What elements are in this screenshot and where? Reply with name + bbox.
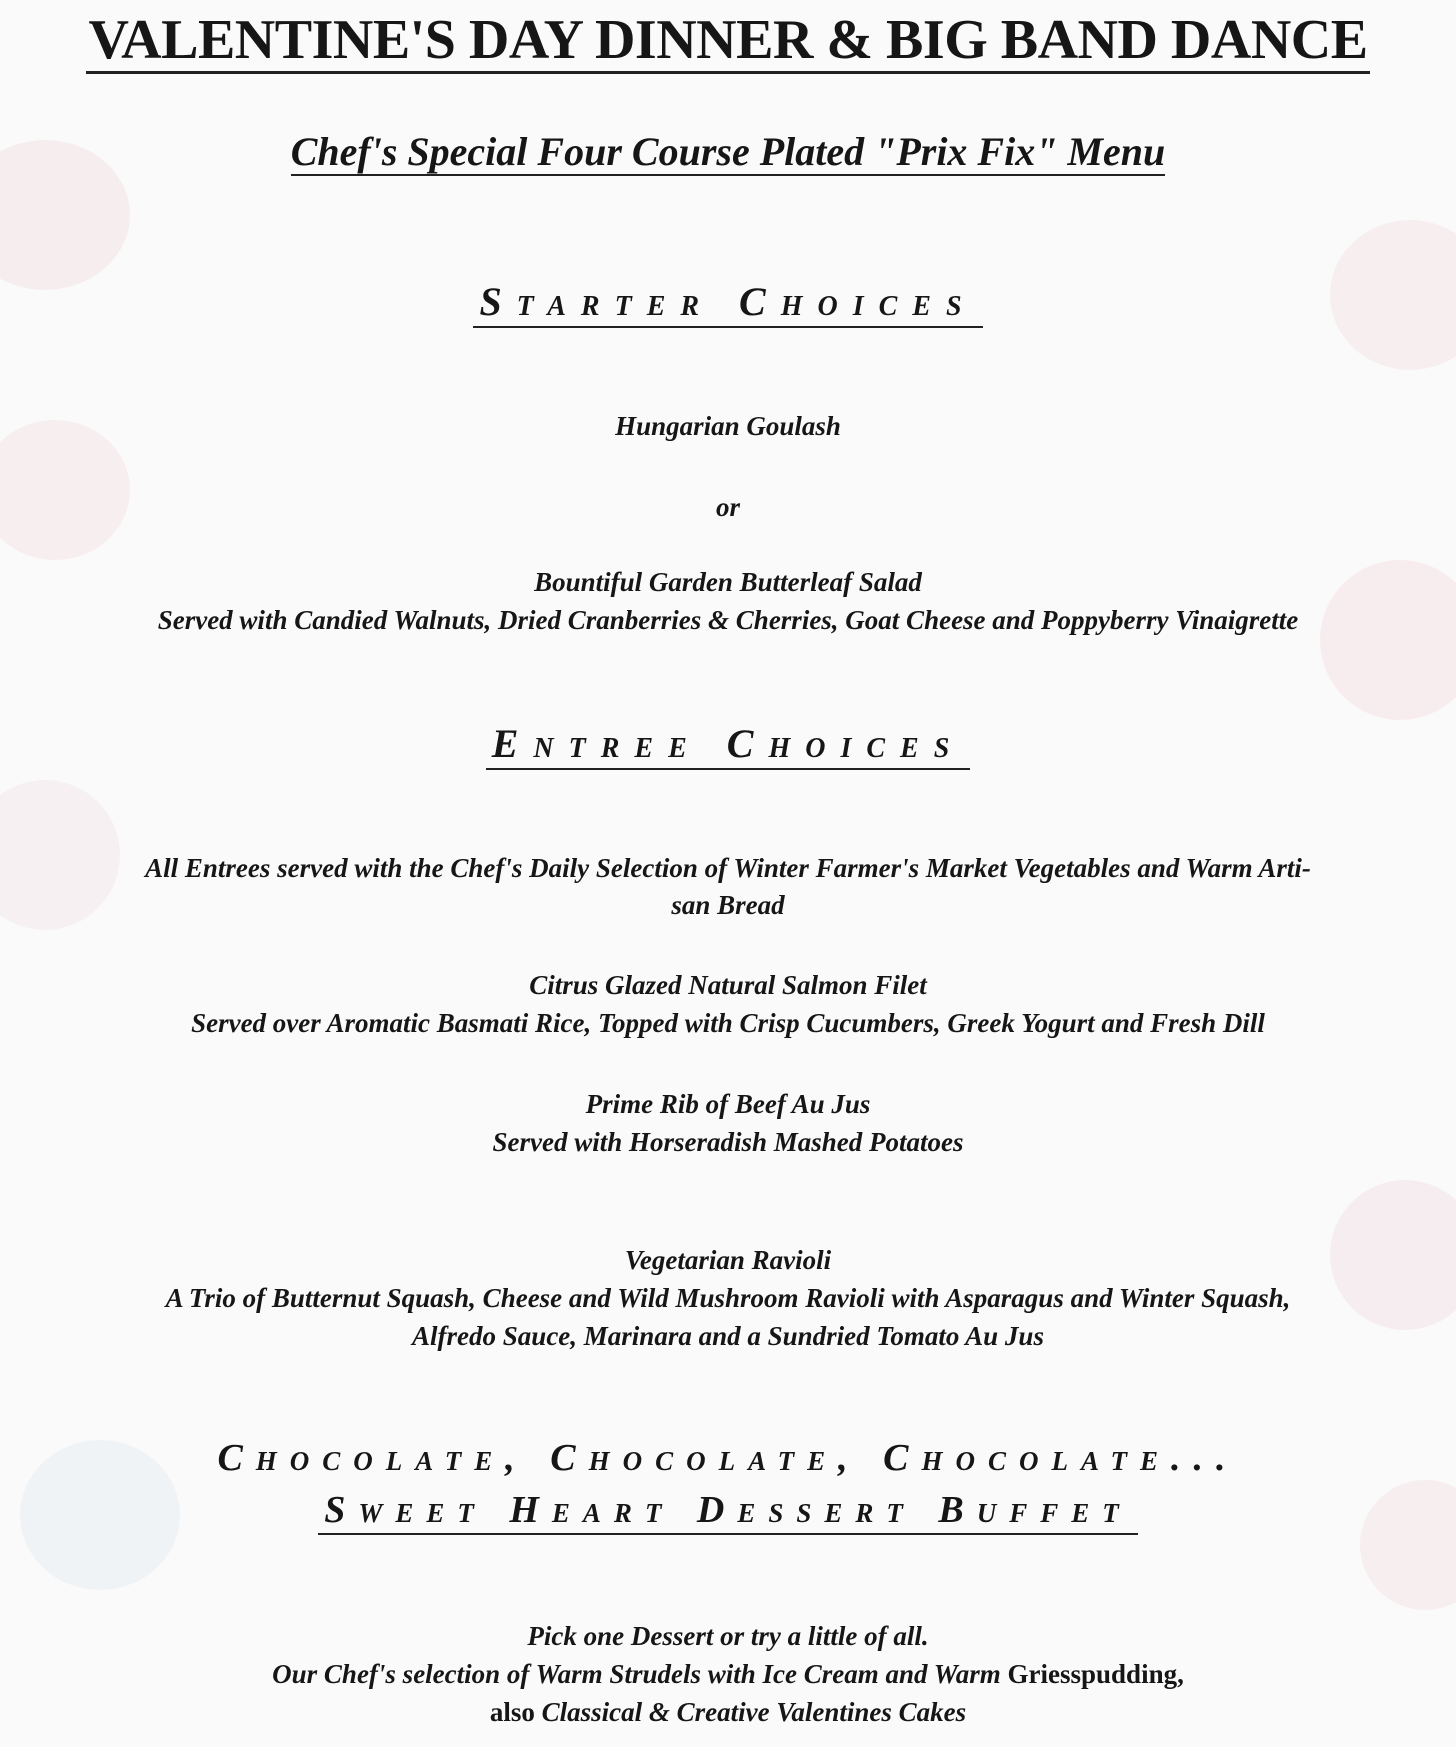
starter-item-salad-desc: Served with Candied Walnuts, Dried Cranberries & Cherries, Goat Cheese and Poppyberry Vinaigrette xyxy=(157,605,1299,635)
dessert-line-1: Pick one Dessert or try a little of all. xyxy=(527,1621,929,1651)
entree-item-rib: Prime Rib of Beef Au Jus xyxy=(585,1089,871,1119)
entree-item-ravioli: Vegetarian Ravioli xyxy=(624,1245,832,1275)
starter-or: or xyxy=(715,492,740,522)
dessert-heading-buffet: Sweet Heart Dessert Buffet xyxy=(0,1488,1456,1532)
page-title: VALENTINE'S DAY DINNER & BIG BAND DANCE xyxy=(0,8,1456,72)
entree-item-ravioli-desc1: A Trio of Butternut Squash, Cheese and Wild Mushroom Ravioli with Asparagus and Winter Squash, xyxy=(165,1283,1291,1313)
dessert-line-3: also Classical & Creative Valentines Cakes xyxy=(489,1697,967,1727)
entree-item-rib-desc: Served with Horseradish Mashed Potatoes xyxy=(492,1127,964,1157)
entree-item-salmon: Citrus Glazed Natural Salmon Filet xyxy=(529,970,927,1000)
starter-item-goulash: Hungarian Goulash xyxy=(615,411,841,441)
entree-item-salmon-desc: Served over Aromatic Basmati Rice, Topped with Crisp Cucumbers, Greek Yogurt and Fresh Dill xyxy=(191,1008,1265,1038)
entree-intro-line1: All Entrees served with the Chef's Daily Selection of Winter Farmer's Market Vegetables and Warm Arti- xyxy=(145,853,1311,883)
starter-item-salad: Bountiful Garden Butterleaf Salad xyxy=(534,567,922,597)
entree-item-ravioli-desc2: Alfredo Sauce, Marinara and a Sundried Tomato Au Jus xyxy=(412,1321,1044,1351)
menu-subtitle: Chef's Special Four Course Plated "Prix Fix" Menu xyxy=(290,129,1166,174)
dessert-line-2: Our Chef's selection of Warm Strudels with Ice Cream and Warm Griesspudding, xyxy=(272,1659,1184,1689)
entree-heading: Entree Choices xyxy=(0,720,1456,767)
dessert-heading-chocolate: Chocolate, Chocolate, Chocolate... xyxy=(217,1437,1239,1479)
starter-heading: Starter Choices xyxy=(0,278,1456,325)
entree-intro-line2: san Bread xyxy=(671,890,785,920)
